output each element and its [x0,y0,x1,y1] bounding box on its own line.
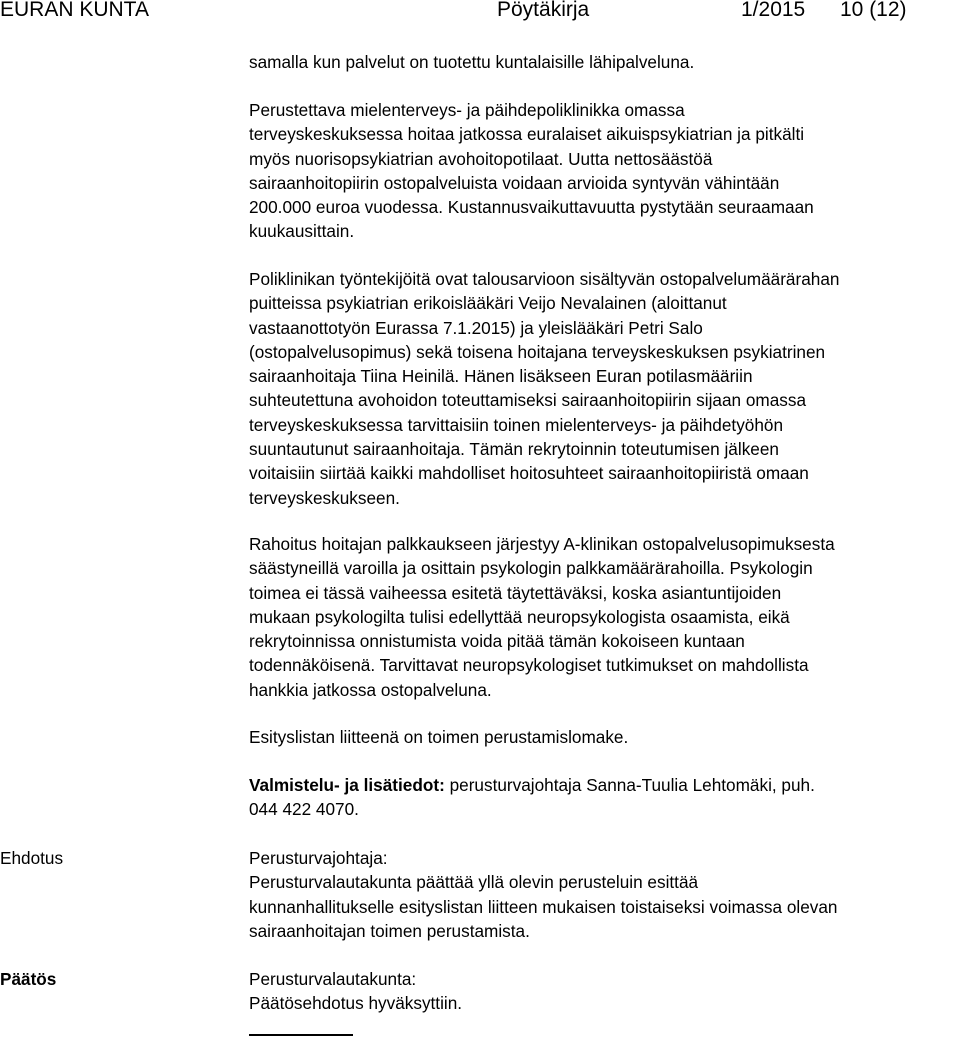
text-line: terveyskeskuksessa hoitaa jatkossa euralaiset aikuispsykiatrian ja pitkälti [249,124,805,145]
text-line: Perustettava mielenterveys- ja päihdepoliklinikka omassa [249,100,685,120]
proposal-label: Ehdotus [0,848,64,868]
text-line: mukaan psykologilta tulisi edellyttää neuropsykologista osaamista, eikä [249,606,790,627]
text-line: sairaanhoitopiirin ostopalveluista voidaan arvioida syntyvän vähintään [249,172,780,193]
text-line: voitaisiin siirtää kaikki mahdolliset hoitosuhteet sairaanhoitopiiristä omaan [249,463,809,484]
text-line: Perusturvalautakunta päättää yllä olevin perusteluin esittää [249,872,699,893]
text-line: suhteutettuna avohoidon toteuttamiseksi sairaanhoitopiirin sijaan omassa [249,390,807,411]
text-line: sairaanhoitaja Tiina Heinilä. Hänen lisäkseen Euran potilasmääriin [249,366,753,387]
text-line: Esityslistan liitteenä on toimen perustamislomake. [249,727,629,747]
preparation-label: Valmistelu- ja lisätiedot: [249,775,445,795]
text-line: Perusturvajohtaja: [249,848,388,868]
preparation-contact: perusturvajohtaja Sanna-Tuulia Lehtomäki, puh. [444,775,815,795]
text-line: Perusturvalautakunta: [249,969,417,989]
text-line: rekrytoinnissa onnistumista voida pitää tämän kokoiseen kuntaan [249,631,745,652]
text-line: terveyskeskukseen. [249,487,400,508]
text-line: Päätösehdotus hyväksyttiin. [249,993,463,1014]
paragraph-staff [249,267,960,510]
text-line: kuukausittain. [249,221,355,242]
document-header [0,0,960,24]
text-line: todennäköisenä. Tarvittavat neuropsykologiset tutkimukset on mahdollista [249,655,809,676]
paragraph-attachment [249,725,960,749]
text-line: Poliklinikan työntekijöitä ovat talousarvioon sisältyvän ostopalvelumäärärahan [249,269,840,289]
text-line: toimea ei tässä vaiheessa esitetä täytettäväksi, koska asiantuntijoiden [249,582,782,603]
text-line: (ostopalvelusopimus) sekä toisena hoitajana terveyskeskuksen psykiatrinen [249,341,826,362]
organization-name: EURAN KUNTA [0,0,149,21]
signature-rule [249,1034,353,1036]
text-line: samalla kun palvelut on tuotettu kuntalaisille lähipalveluna. [249,52,695,72]
proposal-text [249,846,960,943]
text-line: hankkia jatkossa ostopalveluna. [249,679,492,700]
paragraph-intro [249,50,960,74]
paragraph-funding [249,532,960,702]
phone-number: 044 422 4070. [249,799,359,820]
text-line: säästyneillä varoilla ja osittain psykologin palkkamäärärahoilla. Psykologin [249,558,813,579]
decision-text [249,967,960,1016]
decision-label: Päätös [0,969,57,989]
document-type: Pöytäkirja [497,0,590,21]
text-line: myös nuorisopsykiatrian avohoitopotilaat. Uutta nettosäästöä [249,148,713,169]
text-line: 200.000 euroa vuodessa. Kustannusvaikuttavuutta pystytään seuraamaan [249,197,814,218]
paragraph-clinic [249,98,960,244]
text-line: terveyskeskuksessa tarvittaisiin toinen mielenterveys- ja päihdetyöhön [249,414,784,435]
preparation-info [249,773,960,822]
text-line: vastaanottotyön Eurassa 7.1.2015) ja yleislääkäri Petri Salo [249,317,703,338]
text-line: kunnanhallitukselle esityslistan liitteen mukaisen toistaiseksi voimassa olevan [249,896,838,917]
document-number: 1/2015 [741,0,806,21]
page-number: 10 (12) [840,0,907,21]
text-line [249,773,960,797]
text-line: sairaanhoitajan toimen perustamista. [249,920,530,941]
text-line: suuntautunut sairaanhoitaja. Tämän rekrytoinnin toteutumisen jälkeen [249,439,779,460]
text-line: puitteissa psykiatrian erikoislääkäri Veijo Nevalainen (aloittanut [249,293,727,314]
text-line: Rahoitus hoitajan palkkaukseen järjestyy A-klinikan ostopalvelusopimuksesta [249,534,835,554]
